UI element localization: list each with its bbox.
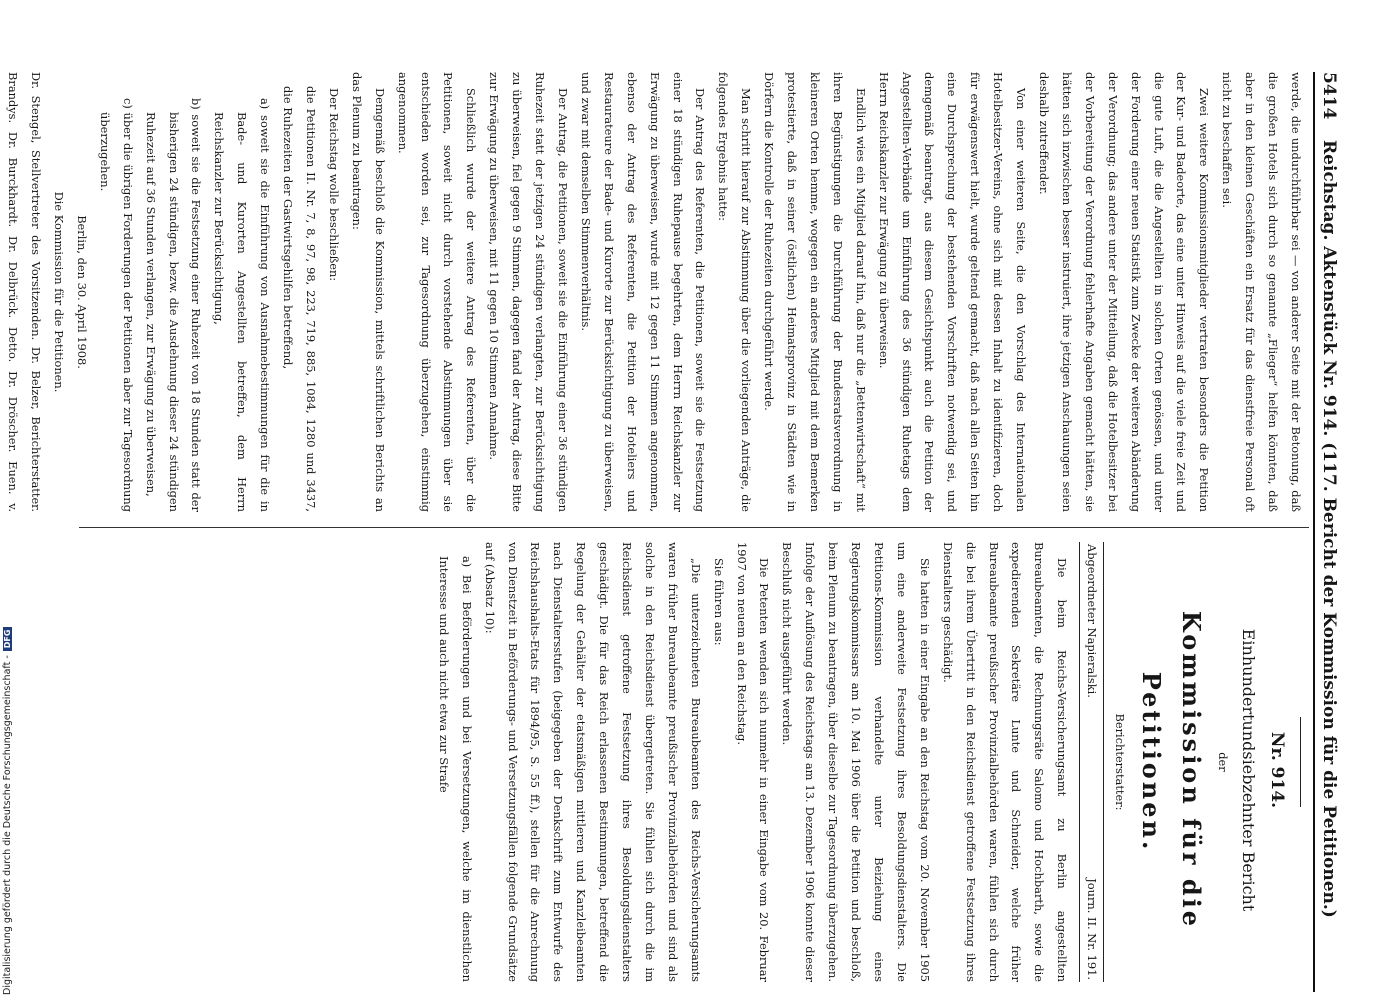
running-title: Reichstag. Aktenstück Nr. 914. (117. Bericht der Kommission für die Petitionen.) bbox=[1319, 140, 1339, 918]
document-number: Nr. 914. bbox=[1267, 731, 1287, 809]
paragraph: „Die unterzeichneten Bureaubeamten des Reichs-Versicherungsamts waren früher Bureaubeamte preußischer Provinzialbehörden und sind als solche in den Reichsdienst übergetreten. Sie fühlen sich durch die im Reichsdienst getroffene Festsetzung ihres Besoldungsdienstalters geschädigt. Die für das Reich erlassenen Bestimmungen, betreffend die Regelung der Gehälter der etatsmäßigen mittleren und Kanzleibeamten nach Dienstaltersstufen (beigegeben der Denkschrift zum Entwurfe des Reichshaushalts-Etats für 1894/95, S. 55 ff.), stellen für die Anrechnung von Dienstzeit in Beförderungs- und Versetzungsfällen folgende Grundsätze auf (Absatz 10): bbox=[482, 542, 703, 982]
column-divider bbox=[79, 527, 1309, 528]
left-column bbox=[6, 72, 1307, 512]
paragraph: Die Petenten wenden sich nunmehr in einer Eingabe vom 20. Februar 1907 von neuem an den Reichstag. bbox=[734, 542, 772, 982]
item-a: a) soweit sie die Einführung von Ausnahmebestimmungen für die in Bade- und Kurorten Angestellten betreffen, dem Herrn Reichskanzler zur Berücksichtigung, bbox=[212, 98, 273, 512]
item-b: b) soweit sie die Festsetzung einer Ruhezeit von 18 Stunden statt der bisherigen 24 stündigen, bezw. die Ausdehnung dieser 24 stündigen Ruhezeit auf 36 Stunden verlangen, zur Erwägung zu überweisen, bbox=[143, 98, 204, 512]
paragraph: Endlich wies ein Mitglied darauf hin, daß nur die „Bettenwirtschaft“ mit ihren Begünstigungen die Durchführung der Bundesratsverordnung in kleineren Orten hemme, wogegen ein anderes Mitglied mit dem Bemerken protestierte, daß in seiner (östlichen) Heimatsprovinz in Städten wie in Dörfern die Kontrolle der Ruhezeiten durchgeführt werde. bbox=[762, 72, 868, 512]
date-line: Berlin, den 30. April 1908. bbox=[74, 215, 89, 369]
paragraph: Die beim Reichs-Versicherungsamt zu Berlin angestellten Bureaubeamten, die Rechnungsräte Salomo und Hochbarth, sowie die expedierenden Sekretäre Lunte und Schneider, welche früher Bureaubeamte preußischer Provinzialbehörden waren, fühlen sich durch die bei ihrem Übertritt in den Reichsdienst getroffene Festsetzung ihres Dienstalters geschädigt. bbox=[940, 542, 1070, 982]
paragraph: werde, die undurchführbar sei — von anderer Seite mit der Betonung, daß die großen Hotels sich durch so genannte „Flieger“ helfen könnten, daß aber in den kleinen Geschäften ein Ersatz für das dienstfreie Personal oft nicht zu beschaffen sei. bbox=[1220, 72, 1303, 512]
rapporteur-row bbox=[1079, 542, 1104, 982]
right-column bbox=[82, 542, 1307, 982]
paragraph: Demgemäß beschloß die Kommission, mittels schriftlichen Berichts an das Plenum zu beantragen: bbox=[349, 72, 387, 512]
report-heading: Kommission für die Petitionen. bbox=[1137, 610, 1207, 930]
paragraph: Der Antrag des Referenten, die Petitionen, soweit sie die Festsetzung einer 18 stündigen Ruhepause begehrten, dem Herrn Reichskanzler zur Erwägung zu überweisen, wurde mit 12 gegen 11 Stimmen angenommen, ebenso der Antrag des Referenten, die Petition der Hoteliers und Restaurateure der Bade- und Kurorte zur Berücksichtigung zu überweisen, und zwar mit demselben Stimmenverhältnis. bbox=[578, 72, 708, 512]
petition-list: die Petitionen II. Nr. 7, 8, 97, 98, 223, 719, 885, 1084, 1280 und 3437, die Ruhezeiten der Gastwirtsgehilfen betreffend, bbox=[281, 86, 319, 512]
rapporteur-label: Berichterstatter: bbox=[1113, 713, 1128, 811]
page-number: 5414 bbox=[1319, 72, 1339, 120]
committee-name: Die Kommission für die Petitionen. bbox=[52, 191, 67, 393]
page-header bbox=[1313, 72, 1345, 992]
paragraph: Zwei weitere Kommissionsmitglieder vertraten besonders die Petition der Kur- und Badeorte, das eine unter Hinweis auf die viele freie Zeit und die gute Luft, die die Angestellten in solchen Orten genössen, und unter der Forderung einer neuen Statistik zum Zwecke der weiteren Abänderung der Verordnung; das andere unter der Mitteilung, daß die Hotelbesitzer bei der Vorbereitung der Verordnung fehlerhafte Angaben gemacht hätten, sie hätten sich inzwischen besser instruiert, ihre jetzigen Anschauungen seien deshalb zutreffender. bbox=[1037, 72, 1212, 512]
credit-text: Digitalisierung gefördert durch die Deutsche Forschungsgemeinschaft - bbox=[2, 655, 13, 995]
divider bbox=[1300, 717, 1301, 807]
digitization-credit bbox=[2, 627, 13, 995]
report-subtitle: Einhundertundsiebzehnter Bericht bbox=[1239, 628, 1258, 912]
dfg-logo: DFG bbox=[3, 627, 12, 652]
resolution-intro: Der Reichstag wolle beschließen: bbox=[326, 88, 341, 282]
journal-reference: Journ. II. Nr. 191. bbox=[1085, 878, 1100, 980]
member-list: Dr. Stengel, Stellvertreter des Vorsitzenden. Dr. Belzer, Berichterstatter. Brandys. Dr. Burckhardt. Dr. Delbrück. Detto. Dr. Dröscher. Euen. v. bbox=[6, 72, 44, 512]
paragraph: Sie führen aus: bbox=[711, 558, 726, 646]
paragraph: Schließlich wurde der weitere Antrag des Referenten, über die Petitionen, soweit nicht durch vorstehende Abstimmungen über sie entschieden worden sei, zur Tagesordnung überzugehen, einstimmig angenommen. bbox=[395, 72, 479, 512]
paragraph: Sie hatten in einer Eingabe an den Reichstag vom 20. November 1905 um eine anderweite Festsetzung ihres Besoldungsdienstalters. Die Petitions-Kommission verhandelte unter Beiziehung eines Regierungskommissars am 10. Mai 1906 über die Petition und beschloß, beim Plenum zu beantragen, über dieselbe zur Tagesordnung überzugehen. Infolge der Auflösung des Reichstags am 13. Dezember 1906 konnte dieser Beschluß nicht ausgeführt werden. bbox=[780, 542, 932, 982]
paragraph: a) Bei Beförderungen und bei Versetzungen, welche im dienstlichen Interesse und auch nicht etwa zur Strafe bbox=[436, 556, 474, 982]
paragraph: Der Antrag, die Petitionen, soweit sie die Einführung einer 36 stündigen Ruhezeit statt der jetzigen 24 stündigen verlangten, zur Berücksichtigung zu überweisen, fiel gegen 9 Stimmen, dagegen fand der Antrag, diese Bitte zur Erwägung zu überweisen, mit 11 gegen 10 Stimmen Annahme. bbox=[487, 72, 570, 512]
article-der: der bbox=[1216, 752, 1230, 772]
paragraph: Man schritt hierauf zur Abstimmung über die vorliegenden Anträge, die folgendes Ergebnis hatte: bbox=[716, 72, 754, 512]
paragraph: Von einer weiteren Seite, die den Vorschlag des Internationalen Hotelbesitzer-Vereins, ohne sich mit dessen Inhalt zu identifizieren, doch für erwägenswert hielt, wurde geltend gemacht, daß nach allen Seiten hin eine Durchsprechung der bestehenden Vorschriften notwendig sei, und demgemäß beantragt, aus diesem Gesichtspunkt auch die Petition der Angestellten-Verbände um Einführung des 36 stündigen Ruhetags dem Herrn Reichskanzler zur Erwägung zu überweisen. bbox=[876, 72, 1029, 512]
item-c: c) über die übrigen Forderungen der Petitionen aber zur Tagesordnung überzugehen. bbox=[97, 98, 135, 512]
rapporteur-name: Abgeordneter Napieralski. bbox=[1085, 544, 1100, 698]
